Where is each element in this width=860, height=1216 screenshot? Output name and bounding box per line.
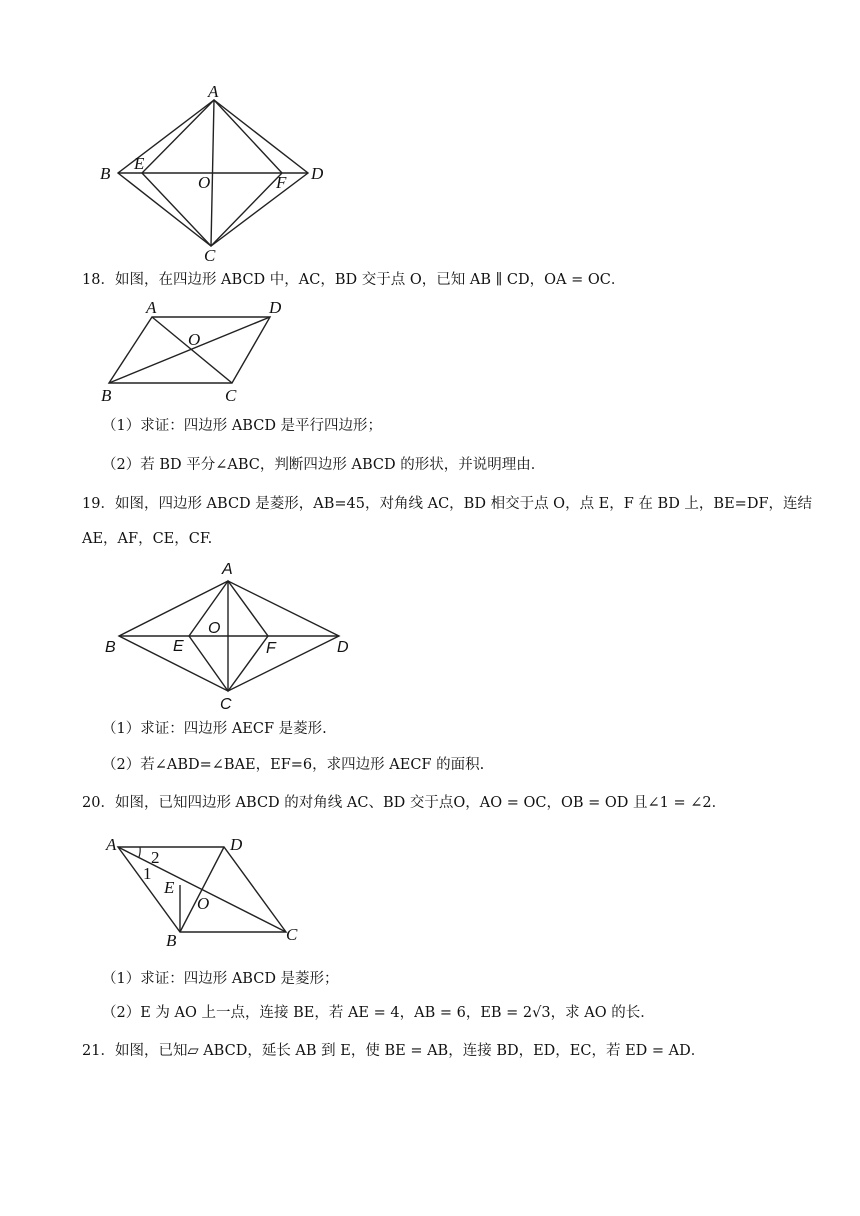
figure-q20: [95, 826, 315, 954]
label-d: D: [230, 835, 243, 854]
label-a: A: [146, 298, 157, 317]
label-e: E: [164, 878, 175, 897]
label-d: D: [337, 639, 349, 656]
diagonal-ac: [152, 317, 232, 383]
label-angle-2: 2: [151, 848, 160, 867]
label-d: D: [311, 164, 324, 183]
q19-stem-line1: 19．如图，四边形 ABCD 是菱形，AB=45，对角线 AC，BD 相交于点 O，点 E，F 在 BD 上，BE=DF，连结: [82, 496, 813, 512]
label-a: A: [222, 561, 233, 578]
diagonal-bd: [180, 847, 224, 932]
diagonal-bd: [109, 317, 270, 383]
label-b: B: [100, 164, 111, 183]
angle-arc-1-2: [139, 847, 140, 857]
label-a: A: [106, 835, 117, 854]
q19-part2: （2）若∠ABD=∠BAE，EF=6，求四边形 AECF 的面积.: [102, 757, 485, 773]
label-e: E: [134, 154, 145, 173]
label-b: B: [166, 931, 177, 950]
label-f: F: [266, 640, 276, 657]
figure-q18: [95, 296, 295, 408]
q18-part2: （2）若 BD 平分∠ABC，判断四边形 ABCD 的形状，并说明理由．: [102, 457, 546, 473]
label-b: B: [101, 386, 112, 405]
label-e: E: [173, 638, 184, 655]
q21-stem: 21．如图，已知▱ ABCD，延长 AB 到 E，使 BE = AB，连接 BD，ED，EC，若 ED = AD．: [82, 1043, 706, 1059]
label-c: C: [286, 925, 298, 944]
label-a: A: [208, 82, 219, 101]
label-c: C: [204, 246, 216, 262]
label-f: F: [276, 173, 287, 192]
q18-stem: 18．如图，在四边形 ABCD 中，AC，BD 交于点 O，已知 AB ∥ CD，OA = OC．: [82, 272, 626, 288]
label-o: O: [198, 173, 211, 192]
label-o: O: [197, 894, 210, 913]
q20-part2: （2）E 为 AO 上一点，连接 BE，若 AE = 4，AB = 6，EB = 2√3，求 AO 的长．: [102, 1005, 655, 1021]
q20-stem: 20．如图，已知四边形 ABCD 的对角线 AC、BD 交于点O，AO = OC，OB = OD 且∠1 = ∠2．: [82, 795, 727, 811]
label-o: O: [208, 620, 221, 637]
label-d: D: [269, 298, 282, 317]
label-angle-1: 1: [143, 864, 152, 883]
figure-q19: [95, 555, 365, 715]
label-o: O: [188, 330, 201, 349]
label-c: C: [225, 386, 237, 405]
q19-stem-line2: AE，AF，CE，CF.: [82, 531, 213, 547]
figure-q17: [95, 80, 335, 262]
q20-part1: （1）求证：四边形 ABCD 是菱形；: [102, 971, 339, 987]
q18-part1: （1）求证：四边形 ABCD 是平行四边形；: [102, 418, 383, 434]
label-c: C: [220, 696, 232, 713]
q19-part1: （1）求证：四边形 AECF 是菱形.: [102, 721, 327, 737]
label-b: B: [105, 639, 116, 656]
